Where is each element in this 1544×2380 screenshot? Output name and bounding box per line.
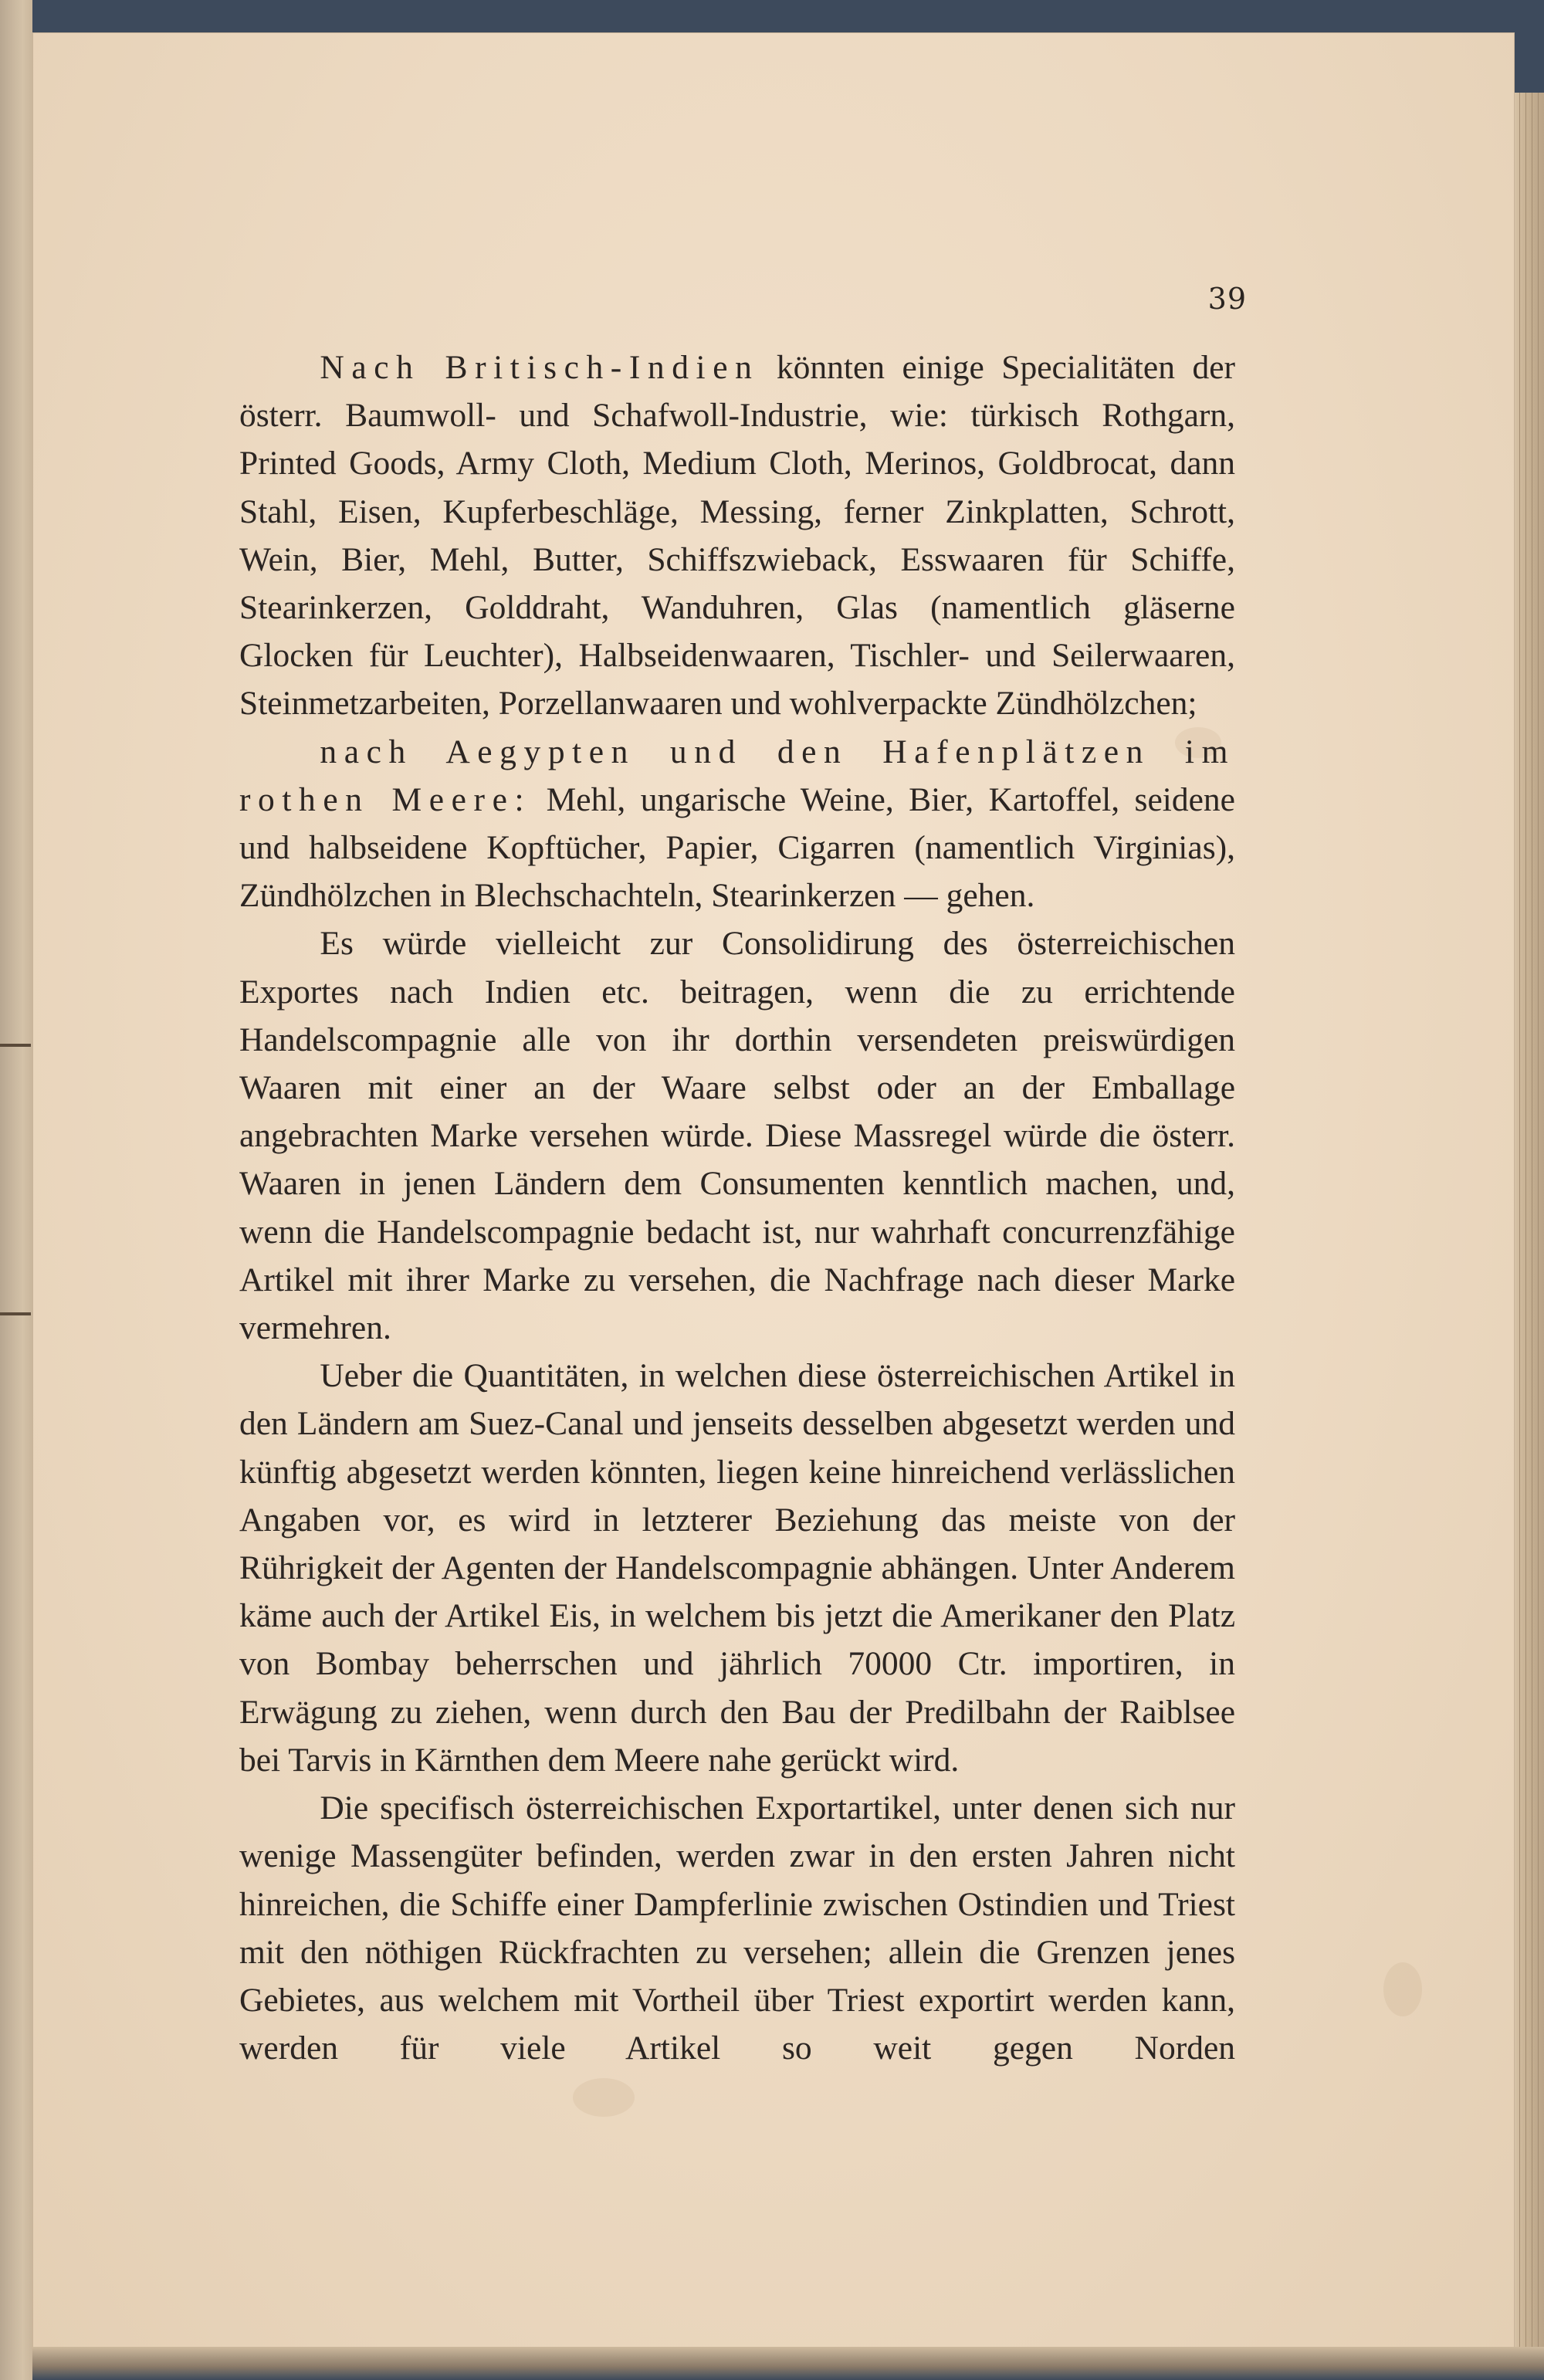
body-text bbox=[239, 344, 1235, 2072]
page-number: 39 bbox=[1207, 282, 1247, 316]
binding-mark bbox=[0, 1044, 31, 1047]
paragraph-lead: Nach Britisch-Indien bbox=[320, 349, 760, 386]
paragraph-text: Ueber die Quantitäten, in welchen diese österreichischen Artikel in den Ländern am Suez-Canal und jenseits desselben abgesetzt werden und künftig abgesetzt werden könnten, liegen keine hinreichend verlässlichen Angaben vor, es wird in letzterer Beziehung das meiste von der Rührigkeit der Agenten der Handelscompagnie abhängen. Unter Anderem käme auch der Artikel Eis, in welchem bis jetzt die Amerikaner den Platz von Bombay beherrschen und jährlich 70000 Ctr. importiren, in Erwägung zu ziehen, wenn durch den Bau der Predilbahn der Raiblsee bei Tarvis in Kärnthen dem Meere nahe gerückt wird. bbox=[239, 1357, 1235, 1779]
paragraph bbox=[239, 728, 1235, 920]
verso-page-edge bbox=[0, 0, 32, 2380]
paragraph-text: könnten einige Specialitäten der österr. Baumwoll- und Schafwoll-Industrie, wie: türkisch Rothgarn, Printed Goods, Army Cloth, Medium Cloth, Merinos, Goldbrocat, dann Stahl, Eisen, Kupferbeschläge, Messing, ferner Zinkplatten, Schrott, Wein, Bier, Mehl, Butter, Schiffszwieback, Esswaaren für Schiffe, Stearinkerzen, Golddraht, Wanduhren, Glas (namentlich gläserne Glocken für Leuchter), Halbseidenwaaren, Tischler- und Seilerwaaren, Steinmetzarbeiten, Porzellanwaaren und wohlverpackte Zündhölzchen; bbox=[239, 349, 1235, 723]
paragraph-text: Mehl, ungarische Weine, Bier, Kartoffel, seidene und halbseidene Kopftücher, Papier, Cigarren (namentlich Virginias), Zündhölzchen in Blechschachteln, Stearinkerzen — gehen. bbox=[239, 780, 1235, 915]
page-stack-edge bbox=[1513, 93, 1544, 2347]
binding-mark bbox=[0, 1312, 31, 1315]
paragraph-lead: nach Aegypten und den Hafenplätzen im rothen Meere: bbox=[239, 733, 1235, 818]
paragraph-text: Die specifisch österreichischen Exportartikel, unter denen sich nur wenige Massengüter befinden, werden zwar in den ersten Jahren nicht hinreichen, die Schiffe einer Dampferlinie zwischen Ostindien und Triest mit den nöthigen Rückfrachten zu versehen; allein die Grenzen jenes Gebietes, aus welchem mit Vortheil über Triest exportirt werden kann, werden für viele Artikel so weit gegen Norden bbox=[239, 1789, 1235, 2067]
paragraph bbox=[239, 344, 1235, 728]
paragraph bbox=[239, 919, 1235, 1352]
paragraph-text: Es würde vielleicht zur Consolidirung des österreichischen Exportes nach Indien etc. beitragen, wenn die zu errichtende Handelscompagnie alle von ihr dorthin versendeten preiswürdigen Waaren mit einer an der Waare selbst oder an der Emballage angebrachten Marke versehen würde. Diese Massregel würde die österr. Waaren in jenen Ländern dem Consumenten kenntlich machen, und, wenn die Handelscompagnie bedacht ist, nur wahrhaft concurrenzfähige Artikel mit ihrer Marke zu versehen, die Nachfrage nach dieser Marke vermehren. bbox=[239, 925, 1235, 1347]
paragraph bbox=[239, 1352, 1235, 1784]
page-bottom-edge bbox=[32, 2347, 1544, 2380]
paragraph bbox=[239, 1784, 1235, 2072]
